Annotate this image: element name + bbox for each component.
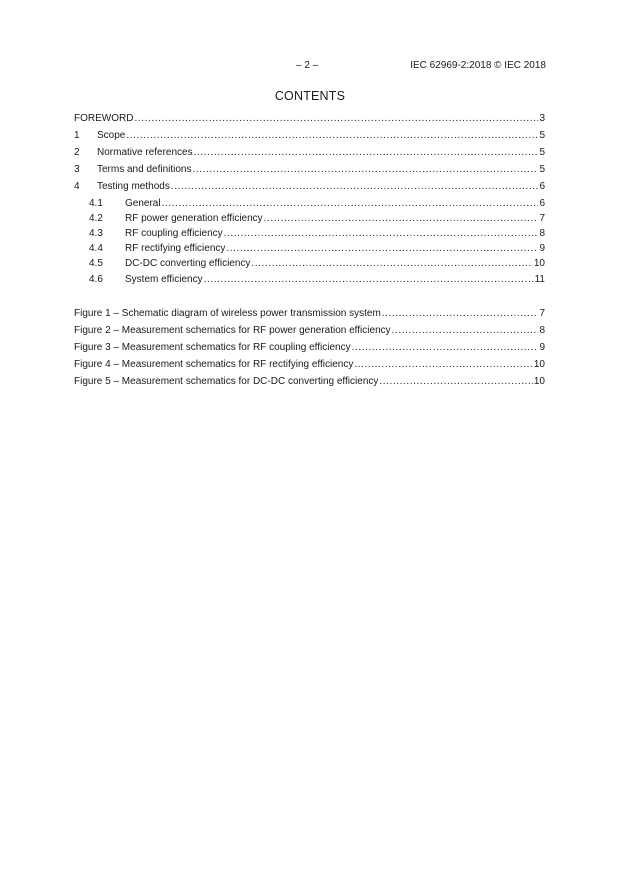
dot-leader bbox=[126, 130, 538, 142]
toc-entry-page: 6 bbox=[539, 198, 545, 209]
toc-entry[interactable] bbox=[74, 113, 545, 125]
toc-entry-page: 11 bbox=[534, 274, 545, 285]
toc-entry-title: Terms and definitions bbox=[97, 164, 192, 175]
toc-entry[interactable] bbox=[74, 164, 545, 176]
document-id: IEC 62969-2:2018 © IEC 2018 bbox=[410, 60, 546, 71]
toc-entry[interactable] bbox=[74, 213, 545, 225]
dot-leader bbox=[224, 228, 539, 240]
toc-entry-page: 3 bbox=[539, 113, 545, 124]
figure-entry[interactable] bbox=[74, 376, 545, 388]
dot-leader bbox=[352, 342, 539, 354]
toc-entry-page: 9 bbox=[539, 243, 545, 254]
toc-entry[interactable] bbox=[74, 258, 545, 270]
page-number: – 2 – bbox=[296, 60, 319, 71]
dot-leader bbox=[392, 325, 539, 337]
toc-entry-page: 7 bbox=[539, 213, 545, 224]
toc-entry-title: DC-DC converting efficiency bbox=[125, 258, 251, 269]
dot-leader bbox=[194, 147, 539, 159]
dot-leader bbox=[264, 213, 539, 225]
figure-entry-page: 10 bbox=[533, 376, 545, 387]
dot-leader bbox=[354, 359, 533, 371]
dot-leader bbox=[193, 164, 539, 176]
toc-entry[interactable] bbox=[74, 274, 545, 286]
figure-entry-title: Figure 5 – Measurement schematics for DC-DC converting efficiency bbox=[74, 376, 379, 387]
toc-entry-page: 10 bbox=[533, 258, 545, 269]
toc-entry-number: 4.1 bbox=[89, 198, 103, 209]
toc-entry-page: 8 bbox=[539, 228, 545, 239]
dot-leader bbox=[204, 274, 534, 286]
toc-entry[interactable] bbox=[74, 228, 545, 240]
toc-entry-title: RF coupling efficiency bbox=[125, 228, 223, 239]
dot-leader bbox=[162, 198, 539, 210]
toc-entry-page: 5 bbox=[539, 164, 545, 175]
dot-leader bbox=[379, 376, 533, 388]
toc-entry-page: 6 bbox=[539, 181, 545, 192]
figure-entry-page: 8 bbox=[539, 325, 545, 336]
figure-entry-title: Figure 4 – Measurement schematics for RF rectifying efficiency bbox=[74, 359, 354, 370]
dot-leader bbox=[134, 113, 538, 125]
toc-entry-number: 2 bbox=[74, 147, 80, 158]
toc-entry-number: 4.5 bbox=[89, 258, 103, 269]
dot-leader bbox=[171, 181, 539, 193]
figure-entry-page: 9 bbox=[539, 342, 545, 353]
toc-entry[interactable] bbox=[74, 243, 545, 255]
toc-entry-page: 5 bbox=[539, 130, 545, 141]
toc-entry-title: RF power generation efficiency bbox=[125, 213, 263, 224]
toc-entry-number: 4.2 bbox=[89, 213, 103, 224]
toc-entry[interactable] bbox=[74, 181, 545, 193]
toc-entry-title: System efficiency bbox=[125, 274, 203, 285]
figure-entry[interactable] bbox=[74, 308, 545, 320]
figure-entry[interactable] bbox=[74, 359, 545, 371]
toc-entry[interactable] bbox=[74, 147, 545, 159]
toc-entry-title: RF rectifying efficiency bbox=[125, 243, 226, 254]
toc-entry-title: Testing methods bbox=[97, 181, 170, 192]
toc-entry-page: 5 bbox=[539, 147, 545, 158]
toc-entry-title: Normative references bbox=[97, 147, 193, 158]
figure-entry-page: 10 bbox=[533, 359, 545, 370]
figure-entry-title: Figure 1 – Schematic diagram of wireless power transmission system bbox=[74, 308, 381, 319]
page-header bbox=[0, 60, 620, 74]
toc-entry-title: Scope bbox=[97, 130, 126, 141]
toc-entry-number: 4.6 bbox=[89, 274, 103, 285]
toc-entry-number: 4 bbox=[74, 181, 80, 192]
figure-entry-title: Figure 2 – Measurement schematics for RF power generation efficiency bbox=[74, 325, 391, 336]
contents-title: CONTENTS bbox=[274, 89, 346, 103]
toc-entry-number: 4.3 bbox=[89, 228, 103, 239]
toc-entry-title: FOREWORD bbox=[74, 113, 134, 124]
toc-entry[interactable] bbox=[74, 198, 545, 210]
dot-leader bbox=[382, 308, 539, 320]
figure-entry-page: 7 bbox=[539, 308, 545, 319]
toc-entry[interactable] bbox=[74, 130, 545, 142]
dot-leader bbox=[226, 243, 538, 255]
toc-entry-title: General bbox=[125, 198, 161, 209]
figure-entry[interactable] bbox=[74, 325, 545, 337]
dot-leader bbox=[251, 258, 532, 270]
figure-entry[interactable] bbox=[74, 342, 545, 354]
toc-entry-number: 1 bbox=[74, 130, 80, 141]
figure-entry-title: Figure 3 – Measurement schematics for RF coupling efficiency bbox=[74, 342, 351, 353]
toc-entry-number: 4.4 bbox=[89, 243, 103, 254]
toc-entry-number: 3 bbox=[74, 164, 80, 175]
